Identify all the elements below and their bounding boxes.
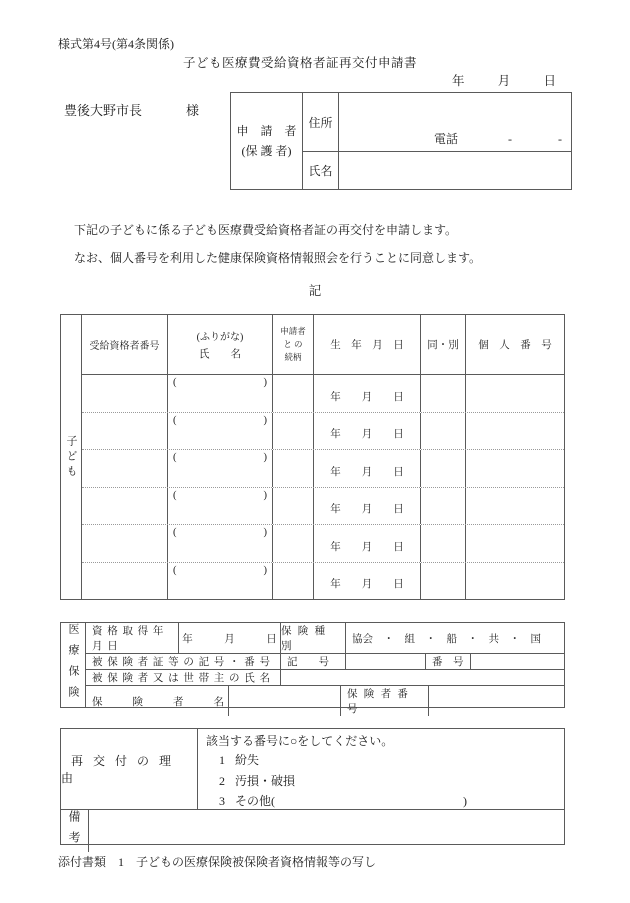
applicant-label-line2: (保 護 者) [241,144,292,158]
page-title: 子ども医療費受給資格者証再交付申請書 [182,56,417,70]
insurer-number-label: 保険者番号 [341,686,429,716]
option-label: その他( [235,794,275,808]
header-relation-line1: 申請者 [280,326,306,336]
same-or-separate-cell [421,488,466,525]
reissue-reason-content [198,729,564,809]
name-field [339,152,571,189]
insurer-number-value-cell [429,686,564,716]
children-table [60,314,565,600]
child-row-1 [82,375,564,412]
option-label: 汚損・破損 [235,773,296,788]
applicant-label [231,93,303,189]
addressee-line [64,100,199,119]
header-relation-line3: 続柄 [284,352,302,362]
symbol-label: 記 号 [281,654,346,669]
insurance-type-label: 保険種別 [281,623,346,653]
number-value-cell [471,654,564,669]
relation-cell [273,488,314,525]
child-row-5 [82,524,564,562]
addressee-name: 豊後大野市長 [64,103,143,118]
beneficiary-number-cell [82,413,168,450]
insurance-row-insurer [86,685,564,716]
reason-instruction: 該当する番号に○をしてください。 [206,734,394,748]
personal-number-cell [466,375,564,412]
child-name-cell [168,525,273,562]
furigana-close-paren: ) [263,414,267,426]
children-group-label-cell [61,315,82,599]
header-personal-number: 個 人 番 号 [478,340,552,351]
child-name-cell [168,450,273,487]
insurance-row-acquisition [86,623,564,653]
header-relation [273,315,314,374]
insurance-group-label-cell [61,623,86,707]
declaration-line1: 下記の子どもに係る子ども医療費受給資格者証の再交付を申請します。 [74,223,458,237]
child-row-4 [82,487,564,525]
insurance-type-options: 協会 ・ 組 ・ 船 ・ 共 ・ 国 [352,633,541,645]
name-label: 氏名 [303,152,339,189]
child-name-cell [168,488,273,525]
birth-date-cell: 年 月 日 [314,450,421,487]
insured-person-value-cell [281,670,564,685]
child-row-3 [82,449,564,487]
children-group-label: 子ども [65,434,77,480]
furigana-open-paren: ( [173,452,177,463]
acquisition-date-label: 資格取得年月日 [86,623,179,653]
header-furigana: (ふりがな) [196,332,244,343]
beneficiary-number-cell [82,525,168,562]
address-field [339,93,571,151]
reissue-reason-label: 再交付の理由 [61,729,198,809]
attachment-note: 添付書類 1 子どもの医療保険被保険者資格情報等の写し [58,855,377,869]
birth-date-cell: 年 月 日 [314,563,421,600]
header-name-label: 氏 名 [199,349,241,360]
form-number: 様式第4号(第4条関係) [58,37,174,51]
phone-dash: - [558,132,562,146]
same-or-separate-cell [421,563,466,600]
symbol-number-label: 被保険者証等の記号・番号 [86,654,281,669]
date-line [452,71,556,89]
insurer-name-value-cell [229,686,341,716]
furigana-close-paren: ) [263,564,267,576]
relation-cell [273,413,314,450]
personal-number-cell [466,413,564,450]
child-row-2 [82,412,564,450]
insurance-row-symbol-number [86,653,564,669]
declaration-line2: なお、個人番号を利用した健康保険資格情報照会を行うことに同意します。 [74,251,482,265]
relation-cell [273,375,314,412]
header-relation-line2: と の [283,339,303,349]
child-name-cell [168,413,273,450]
option-number: 3 [219,794,225,808]
furigana-open-paren: ( [173,489,177,501]
birth-date-cell: 年 月 日 [314,488,421,525]
remarks-label-cell [61,810,89,852]
header-beneficiary-number: 受給資格者番号 [82,315,168,374]
relation-cell [273,563,314,600]
insurance-group-label: 医療保険 [67,623,79,707]
same-or-separate-cell [421,525,466,562]
child-name-cell [168,375,273,412]
furigana-close-paren: ) [263,377,267,388]
reissue-reason-block [60,728,565,852]
option-other-close-paren: ) [463,794,467,808]
furigana-open-paren: ( [173,527,177,538]
header-birth-date: 生 年 月 日 [314,315,421,374]
same-or-separate-cell [421,375,466,412]
applicant-label-line1: 申 請 者 [236,124,297,138]
beneficiary-number-cell [82,488,168,525]
furigana-open-paren: ( [173,564,177,576]
insurance-table [60,622,565,715]
addressee-honorific: 様 [186,103,200,118]
date-year-label: 年 [452,74,465,88]
birth-date-cell: 年 月 日 [314,413,421,450]
relation-cell [273,525,314,562]
address-label: 住所 [303,93,339,151]
beneficiary-number-cell [82,563,168,600]
date-day-label: 日 [543,74,556,88]
acquisition-date-value: 年 月 日 [179,623,281,653]
insurance-row-insured-name [86,669,564,685]
furigana-close-paren: ) [263,489,267,501]
personal-number-cell [466,450,564,487]
phone-dash: - [508,132,512,146]
child-row-6 [82,562,564,600]
phone-label: 電話 [434,132,459,146]
child-name-cell [168,563,273,600]
insured-person-label: 被保険者又は世帯主の氏名 [86,670,281,685]
furigana-open-paren: ( [173,377,177,388]
remarks-label: 備考 [67,810,81,852]
date-month-label: 月 [497,74,511,88]
applicant-box [230,92,572,190]
remarks-value-cell [89,810,564,852]
option-number: 2 [219,773,225,788]
option-number: 1 [219,753,225,767]
option-label: 紛失 [235,753,260,767]
birth-date-cell: 年 月 日 [314,375,421,412]
beneficiary-number-cell [82,375,168,412]
header-name [168,315,273,374]
reason-option-1 [206,750,556,771]
header-same-or-separate: 同・別 [421,315,466,374]
relation-cell [273,450,314,487]
personal-number-cell [466,563,564,600]
beneficiary-number-cell [82,450,168,487]
symbol-value-cell [346,654,426,669]
number-label: 番 号 [426,654,471,669]
same-or-separate-cell [421,450,466,487]
birth-date-cell: 年 月 日 [314,525,421,562]
furigana-close-paren: ) [263,452,267,463]
furigana-open-paren: ( [173,414,177,426]
insurer-name-label: 保 険 者 名 [86,686,229,716]
same-or-separate-cell [421,413,466,450]
furigana-close-paren: ) [263,527,267,538]
personal-number-cell [466,525,564,562]
reason-option-2 [206,771,556,792]
ki-heading: 記 [308,284,322,298]
personal-number-cell [466,488,564,525]
children-table-header [82,315,564,375]
